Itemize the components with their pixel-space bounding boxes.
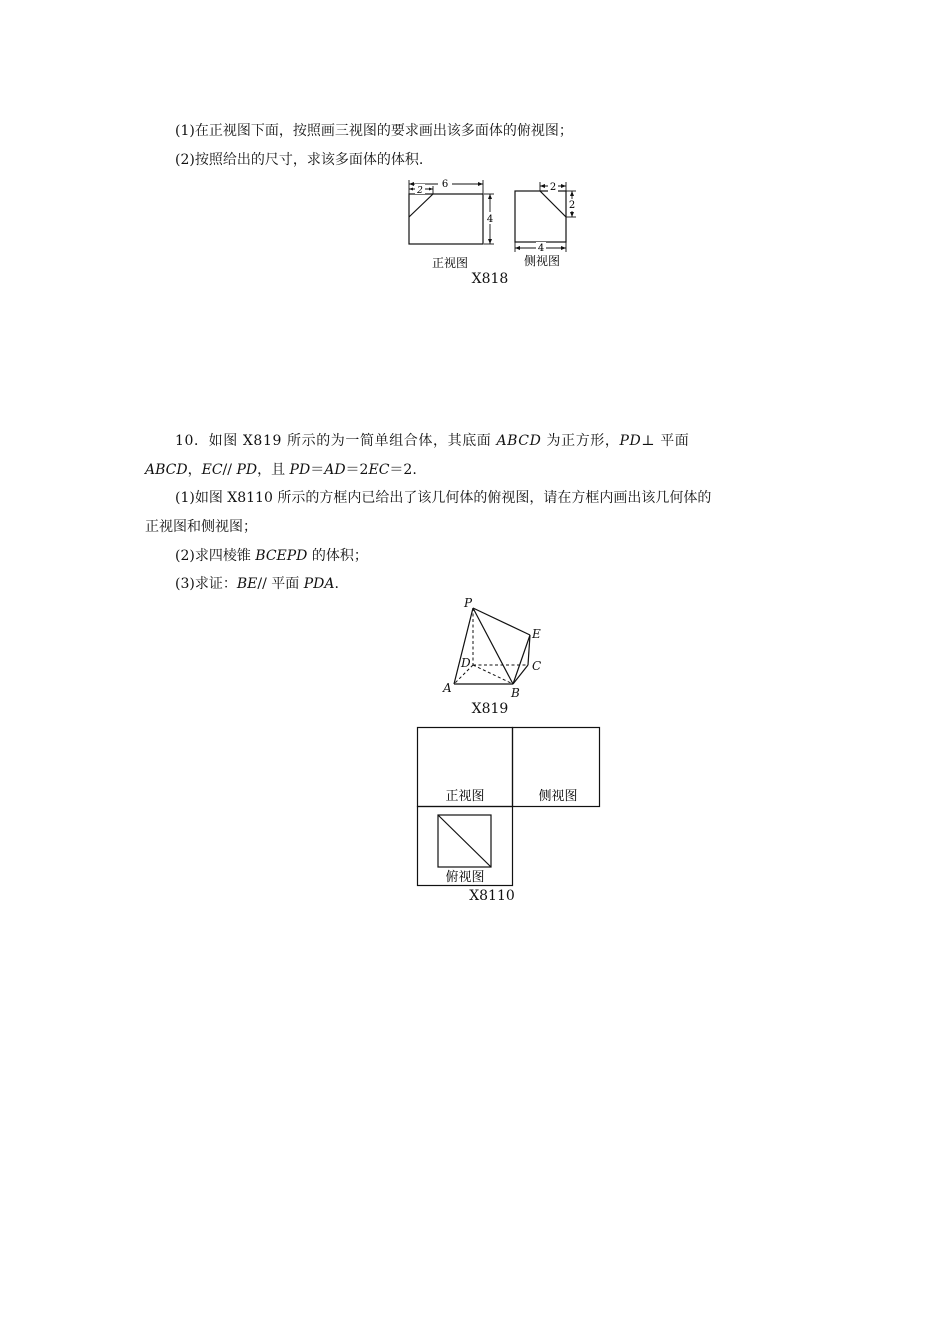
edge-DB-hidden <box>473 665 513 684</box>
top-view-diagonal <box>438 815 491 867</box>
label-D: D <box>461 656 471 670</box>
label-B: B <box>511 686 520 700</box>
x8110-front-view-label: 正视图 <box>445 789 485 804</box>
label-C: C <box>532 659 542 673</box>
problem10-line1: 10．如图 X819 所示的为一简单组合体，其底面 ABCD 为正方形，PD⊥ 平面 <box>175 433 690 449</box>
front-view-rect <box>409 194 483 244</box>
side-view-label: 侧视图 <box>523 254 561 268</box>
figure-x818-caption: X818 <box>471 271 509 287</box>
dim-2-label: 2 <box>417 186 423 196</box>
side-view <box>515 182 576 252</box>
problem10-part1-line1: (1)如图 X8110 所示的方框内已给出了该几何体的俯视图，请在方框内画出该几何体的 <box>175 490 712 506</box>
label-P: P <box>464 596 473 610</box>
front-view-chamfer <box>409 194 433 217</box>
edge-BE <box>513 635 530 684</box>
edge-PE <box>473 608 530 635</box>
problem10-part1-line2: 正视图和侧视图； <box>145 519 257 535</box>
side-dim-2-right-label: 2 <box>568 200 576 211</box>
problem10-part2: (2)求四棱锥 BCEPD 的体积； <box>175 548 368 564</box>
x8110-side-view-label: 侧视图 <box>538 789 578 804</box>
figure-x819-caption: X819 <box>471 701 509 717</box>
problem10-part3: (3)求证：BE// 平面 PDA. <box>175 576 339 592</box>
label-A: A <box>443 681 452 695</box>
edge-PA <box>454 608 473 684</box>
dim-4-label: 4 <box>486 214 494 225</box>
side-view-chamfer <box>540 191 566 217</box>
figure-x818 <box>400 175 590 275</box>
problem10-line2: ABCD，EC// PD，且 PD＝AD＝2EC＝2. <box>145 462 417 478</box>
figure-x819 <box>435 595 555 705</box>
figure-x8110-caption: X8110 <box>469 888 515 904</box>
figure-x8110 <box>415 725 605 890</box>
problem9-part2: (2)按照给出的尺寸，求该多面体的体积. <box>175 152 424 168</box>
side-view-rect <box>515 191 566 242</box>
dim-6-label: 6 <box>441 179 449 190</box>
side-dim-4-label: 4 <box>537 243 545 254</box>
front-view-label: 正视图 <box>431 256 469 270</box>
problem9-part1: (1)在正视图下面，按照画三视图的要求画出该多面体的俯视图； <box>175 123 573 139</box>
edge-PB <box>473 608 513 684</box>
x8110-top-view-label: 俯视图 <box>445 870 485 885</box>
side-dim-2-top-label: 2 <box>549 182 557 193</box>
label-E: E <box>532 627 541 641</box>
edge-BC <box>513 665 528 684</box>
side-view-arrows <box>515 184 574 250</box>
